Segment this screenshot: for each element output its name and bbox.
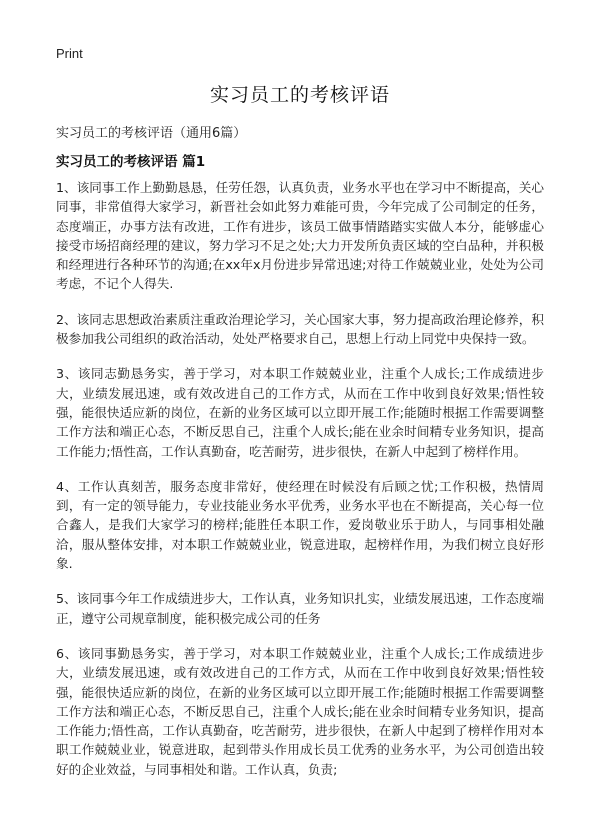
paragraph-4: 4、工作认真刻苦，服务态度非常好，使经理在时候没有后顾之忧;工作积极，热情周到，有一定的领导能力，专业技能业务水平优秀，业务水平也在不断提高，关心每一位合鑫人，是我们大家学习的榜样;能胜任本职工作，爱岗敬业乐于助人，与同事相处融洽，服从整体安排，对本职工作兢兢业业，锐意进取，起榜样作用，为我们树立良好形象. [56,478,544,572]
print-link[interactable]: Print [56,46,83,61]
document-subtitle: 实习员工的考核评语（通用6篇） [56,126,247,141]
paragraph-2: 2、该同志思想政治素质注重政治理论学习，关心国家大事，努力提高政治理论修养，积极参加我公司组织的政治活动，处处严格要求自己，思想上行动上同党中央保持一致。 [56,311,544,347]
page-title: 实习员工的考核评语 [209,84,390,106]
document-body [56,178,544,795]
section-heading: 实习员工的考核评语 篇1 [56,154,206,170]
paragraph-3: 3、该同志勤恳务实，善于学习，对本职工作兢兢业业，注重个人成长;工作成绩进步大，业绩发展迅速，或有效改进自己的工作方式，从而在工作中收到良好效果;悟性较强，能很快适应新的岗位，在新的业务区域可以立即开展工作;能随时根据工作需要调整工作方法和端正心态，不断反思自己，注重个人成长;能在业余时间精专业务知识，提高工作能力;悟性高，工作认真勤奋，吃苦耐劳，进步很快，在新人中起到了榜样作用。 [56,366,544,459]
paragraph-1: 1、该同事工作上勤勤恳恳，任劳任怨，认真负责，业务水平也在学习中不断提高，关心同事，非常值得大家学习，新晋社会如此努力难能可贵，今年完成了公司制定的任务，态度端正，办事方法有改进，工作有进步，该员工做事情踏踏实实做人本分，能够虚心接受市场招商经理的建议，努力学习不足之处;大力开发所负责区域的空白品种，并积极和经理进行各种环节的沟通;在xx年x月份进步异常迅速;对待工作兢兢业业，处处为公司考虑，不记个人得失. [56,180,544,292]
paragraph-5: 5、该同事今年工作成绩进步大，工作认真，业务知识扎实，业绩发展迅速，工作态度端正，遵守公司规章制度，能积极完成公司的任务 [56,591,544,626]
paragraph-6: 6、该同事勤恳务实，善于学习，对本职工作兢兢业业，注重个人成长;工作成绩进步大，业绩发展迅速，或有效改进自己的工作方式，从而在工作中收到良好效果;悟性较强，能很快适应新的岗位，在新的业务区域可以立即开展工作;能随时根据工作需要调整工作方法和端正心态，不断反思自己，注重个人成长;能在业余时间精专业务知识，提高工作能力;悟性高，工作认真勤奋，吃苦耐劳，进步很快，在新人中起到了榜样作用对本职工作兢兢业业，锐意进取，起到带头作用成长员工优秀的业务水平，为公司创造出较好的企业效益，与同事相处和谐。工作认真，负责; [56,645,544,777]
